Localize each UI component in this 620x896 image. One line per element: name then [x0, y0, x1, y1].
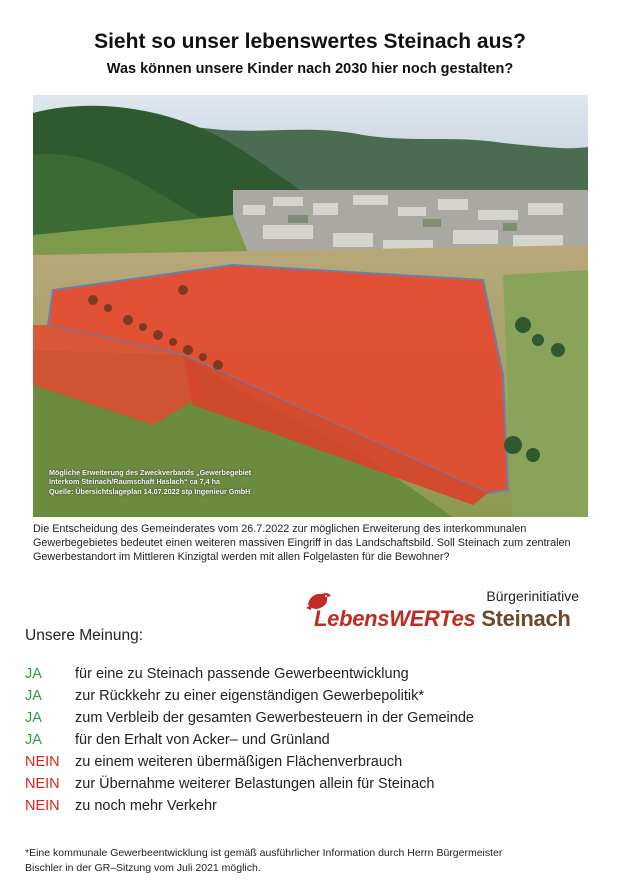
list-item [25, 773, 605, 795]
page-title: Sieht so unser lebenswertes Steinach aus? [94, 30, 526, 53]
position-text: zur Übernahme weiterer Belastungen allein für Steinach [75, 776, 435, 792]
photo-caption-line: Mögliche Erweiterung des Zweckverbands „Gewerbegebiet [49, 468, 252, 477]
logo-tagline: Bürgerinitiative [486, 588, 579, 604]
photo-caption [49, 468, 329, 496]
footnote [25, 846, 595, 876]
position-key: JA [25, 710, 42, 726]
position-text: zum Verbleib der gesamten Gewerbesteuern in der Gemeinde [75, 710, 474, 726]
logo-word-lebenswertes: LebensWERTes [314, 606, 476, 631]
list-item [25, 729, 605, 751]
list-item [25, 663, 605, 685]
photo-caption-line: Quelle: Übersichtslageplan 14.07.2022 stp Ingenieur GmbH [49, 486, 251, 496]
list-item [25, 795, 605, 817]
logo-wordmark [314, 606, 571, 632]
position-text: zu noch mehr Verkehr [75, 798, 217, 814]
footnote-line: Bischler in der GR–Sitzung vom Juli 2021 möglich. [25, 862, 261, 874]
list-item [25, 685, 605, 707]
aerial-photo-illustration [33, 95, 588, 517]
position-text: für eine zu Steinach passende Gewerbeentwicklung [75, 666, 409, 682]
logo-word-steinach: Steinach [481, 606, 571, 631]
position-text: für den Erhalt von Acker– und Grünland [75, 732, 330, 748]
photo-caption-line: Interkom Steinach/Raumschaft Haslach“ ca 7,4 ha [49, 477, 220, 487]
position-key: JA [25, 666, 42, 682]
position-text: zur Rückkehr zu einer eigenständigen Gewerbepolitik* [75, 688, 424, 704]
position-key: NEIN [25, 754, 60, 770]
footnote-line: *Eine kommunale Gewerbeentwicklung ist gemäß ausführlicher Information durch Herrn Bürgermeister [25, 847, 503, 859]
position-text: zu einem weiteren übermäßigen Flächenverbrauch [75, 754, 403, 770]
page-subtitle: Was können unsere Kinder nach 2030 hier noch gestalten? [106, 61, 514, 77]
list-item [25, 707, 605, 729]
position-key: NEIN [25, 798, 60, 814]
position-key: JA [25, 688, 42, 704]
aerial-photo [33, 95, 588, 517]
list-item [25, 751, 605, 773]
initiative-logo [302, 585, 582, 635]
position-key: NEIN [25, 776, 60, 792]
positions-list [25, 663, 605, 817]
intro-paragraph: Die Entscheidung des Gemeinderates vom 26.7.2022 zur möglichen Erweiterung des interkommunalen Gewerbegebietes bedeutet einen weiteren massiven Eingriff in das Landschaftsbild. Soll Steinach zum zentralen Gewerbestandort im Mittleren Kinzigtal werden mit allen Folgelasten für die Bewohner? [33, 523, 571, 563]
opinion-title: Unsere Meinung: [25, 627, 144, 644]
position-key: JA [25, 732, 42, 748]
